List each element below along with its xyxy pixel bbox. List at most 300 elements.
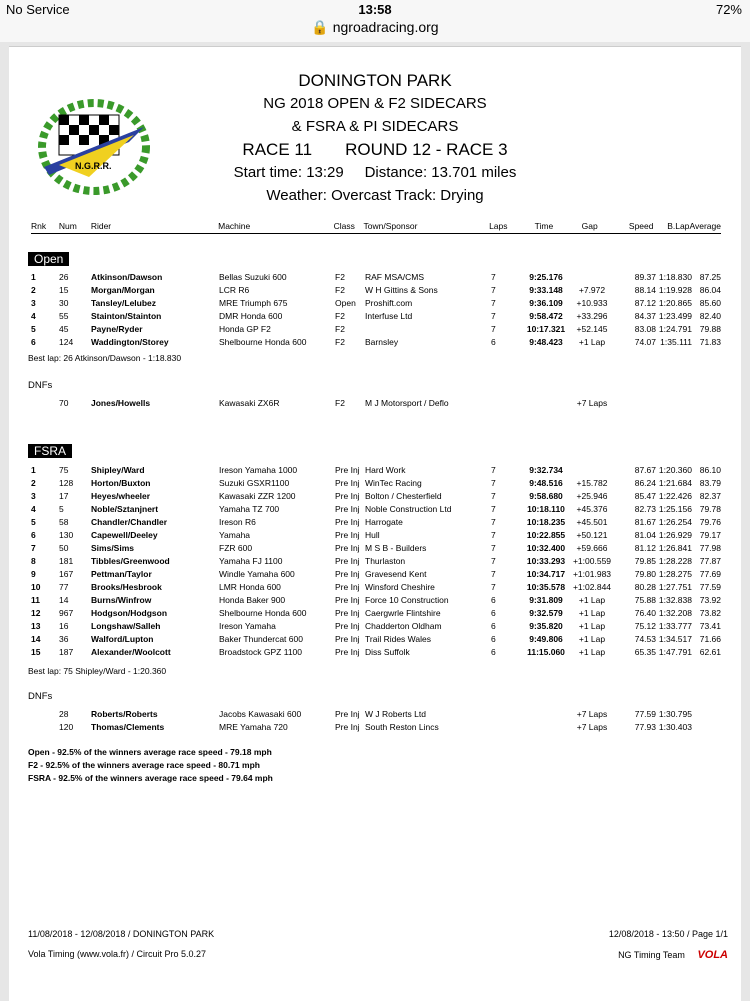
cell-blap: 1:27.751 [658,582,692,592]
open-dnf-label: DNFs [28,380,53,391]
carrier-label: No Service [6,2,70,17]
cell-gap: +1 Lap [578,337,606,347]
result-row [31,568,721,581]
note-f2: F2 - 92.5% of the winners average race speed - 80.71 mph [28,760,260,770]
cell-avg: 73.92 [699,595,721,605]
cell-time: 9:58.680 [529,491,563,501]
race-header [9,69,741,207]
result-row [31,516,721,529]
cell-rnk [31,708,59,721]
cell-gap: +1:01.983 [572,569,612,579]
cell-rider: Atkinson/Dawson [91,272,163,282]
col-header-machine: Machine [218,221,251,231]
cell-avg [692,708,721,721]
cell-rider: Roberts/Roberts [91,709,158,719]
cell-rider: Chandler/Chandler [91,517,168,527]
round-label: ROUND 12 - RACE 3 [345,140,508,159]
cell-num: 16 [59,621,69,631]
cell-avg: 71.83 [699,337,721,347]
cell-gap: +1 Lap [578,647,606,657]
fsra-best-lap: Best lap: 75 Shipley/Ward - 1:20.360 [28,666,167,676]
cell-num: 36 [59,634,69,644]
cell-town: M J Motorsport / Deflo [365,398,449,408]
cell-num: 5 [59,504,64,514]
cell-machine: Shelbourne Honda 600 [219,608,307,618]
cell-rider: Waddington/Storey [91,337,169,347]
cell-speed: 65.35 [634,647,656,657]
cell-num: 120 [59,722,74,732]
result-row [31,297,721,310]
cell-time: 10:18.110 [527,504,565,514]
cell-avg: 62.61 [699,647,721,657]
cell-rnk: 4 [31,311,36,321]
cell-class: Pre Inj [335,634,360,644]
cell-laps [491,397,526,410]
cell-laps: 7 [491,530,496,540]
cell-class: Pre Inj [335,608,360,618]
cell-speed: 84.37 [634,311,656,321]
cell-avg: 77.59 [699,582,721,592]
cell-blap: 1:25.156 [658,504,692,514]
col-header-blap: B.Lap [667,221,690,231]
cell-time: 10:22.855 [526,530,566,540]
col-header-class: Class [333,221,355,231]
cell-laps [491,708,526,721]
cell-machine: FZR 600 [219,543,253,553]
cell-rider: Tansley/Lelubez [91,298,157,308]
cell-rider: Thomas/Clements [91,722,165,732]
cell-town: Winsford Cheshire [365,582,435,592]
cell-town: Caergwrle Flintshire [365,608,441,618]
cell-laps: 6 [491,608,496,618]
cell-time: 10:35.578 [526,582,566,592]
distance: Distance: 13.701 miles [364,164,517,181]
cell-machine: DMR Honda 600 [219,311,283,321]
col-header-laps: Laps [489,221,508,231]
cell-time: 9:48.423 [529,337,563,347]
cell-avg: 77.87 [699,556,721,566]
cell-rider: Noble/Sztanjnert [91,504,159,514]
cell-rnk: 5 [31,324,36,334]
cell-avg: 73.82 [699,608,721,618]
note-open: Open - 92.5% of the winners average race speed - 79.18 mph [28,747,272,757]
footer-page: 12/08/2018 - 13:50 / Page 1/1 [608,929,728,939]
battery-label: 72% [715,2,742,17]
cell-town: Noble Construction Ltd [365,504,452,514]
footer-software: Vola Timing (www.vola.fr) / Circuit Pro 5.0.27 [28,949,207,959]
cell-town: Force 10 Construction [365,595,449,605]
cell-num: 45 [59,324,69,334]
cell-blap: 1:30.795 [658,709,692,719]
event-title-1: NG 2018 OPEN & F2 SIDECARS [263,95,487,112]
cell-rider: Horton/Buxton [91,478,151,488]
cell-rider: Brooks/Hesbrook [91,582,162,592]
cell-avg: 87.25 [699,272,721,282]
cell-speed: 75.12 [634,621,656,631]
cell-laps: 7 [491,543,496,553]
cell-num: 187 [59,647,74,657]
result-row [31,336,721,349]
cell-machine: Yamaha FJ 1100 [219,556,283,566]
cell-laps: 7 [491,285,496,295]
cell-speed: 82.73 [634,504,656,514]
result-row [31,594,721,607]
cell-laps: 6 [491,595,496,605]
cell-rnk: 3 [31,298,36,308]
result-row [31,464,721,477]
cell-rider: Walford/Lupton [91,634,154,644]
cell-time: 9:31.809 [529,595,563,605]
cell-gap: +10.933 [576,298,608,308]
cell-town: Barnsley [365,337,399,347]
logo-text: N.G.R.R. [75,161,112,171]
cell-rnk: 10 [31,582,41,592]
cell-rnk: 13 [31,621,41,631]
cell-rider: Payne/Ryder [91,324,143,334]
cell-speed: 76.40 [634,608,656,618]
cell-machine: MRE Triumph 675 [219,298,288,308]
cell-num: 14 [59,595,69,605]
cell-blap: 1:28.228 [658,556,692,566]
cell-laps: 6 [491,621,496,631]
col-header-town: Town/Sponsor [363,221,418,231]
cell-num: 50 [59,543,69,553]
cell-num: 70 [59,398,69,408]
cell-laps: 7 [491,324,496,334]
cell-speed: 80.28 [634,582,656,592]
open-dnf-table [31,397,721,410]
cell-speed: 81.04 [634,530,656,540]
cell-gap: +7 Laps [576,709,608,719]
cell-class: Pre Inj [335,621,360,631]
result-row [31,529,721,542]
cell-laps: 7 [491,478,496,488]
cell-laps: 6 [491,634,496,644]
cell-gap: +15.782 [576,478,608,488]
cell-town: Chadderton Oldham [365,621,442,631]
cell-gap: +7 Laps [576,722,608,732]
result-row [31,310,721,323]
cell-laps: 6 [491,647,496,657]
cell-rider: Sims/Sims [91,543,134,553]
cell-laps: 7 [491,491,496,501]
weather-line: Weather: Overcast Track: Drying [266,187,484,204]
col-header-num: Num [58,221,77,231]
cell-time: 9:33.148 [529,285,563,295]
cell-class: F2 [335,285,345,295]
cell-avg [692,397,721,410]
result-row [31,271,721,284]
cell-laps: 6 [491,337,496,347]
cell-blap: 1:18.830 [658,272,692,282]
cell-time: 9:48.516 [529,478,563,488]
cell-blap: 1:24.791 [658,324,692,334]
cell-rnk: 4 [31,504,36,514]
cell-town: Proshift.com [365,298,413,308]
cell-blap [656,397,692,410]
cell-blap: 1:21.684 [658,478,692,488]
cell-town: Hull [365,530,380,540]
cell-speed: 89.37 [634,272,656,282]
cell-rnk: 14 [31,634,41,644]
event-title-2: & FSRA & PI SIDECARS [291,118,459,135]
cell-town: M S B - Builders [365,543,427,553]
cell-gap: +45.501 [576,517,608,527]
cell-rider: Heyes/wheeler [91,491,151,501]
fsra-section-label: FSRA [28,444,72,458]
cell-num: 130 [59,530,74,540]
cell-rider: Shipley/Ward [91,465,145,475]
cell-class: Pre Inj [335,595,360,605]
cell-class: F2 [335,337,345,347]
cell-gap: +52.145 [576,324,608,334]
cell-machine: LMR Honda 600 [219,582,281,592]
cell-machine: Ireson Yamaha [219,621,276,631]
cell-speed: 79.80 [634,569,656,579]
cell-gap: +1:02.844 [572,582,612,592]
cell-machine: Broadstock GPZ 1100 [219,647,302,657]
cell-speed: 85.47 [634,491,656,501]
cell-blap: 1:20.360 [658,465,692,475]
cell-rnk: 5 [31,517,36,527]
cell-class: Pre Inj [335,543,360,553]
cell-rnk: 11 [31,595,40,605]
cell-class: Pre Inj [335,491,360,501]
cell-time [526,708,566,721]
cell-speed: 81.12 [634,543,656,553]
cell-rider: Capewell/Deeley [91,530,158,540]
cell-town: WinTec Racing [365,478,422,488]
cell-laps: 7 [491,298,496,308]
result-row [31,284,721,297]
result-row [31,477,721,490]
open-best-lap: Best lap: 26 Atkinson/Dawson - 1:18.830 [28,353,182,363]
dnf-row [31,397,721,410]
cell-blap: 1:32.208 [658,608,692,618]
cell-speed: 87.12 [634,298,656,308]
cell-laps: 7 [491,569,496,579]
cell-gap: +25.946 [576,491,608,501]
race-number: RACE 11 [242,140,313,159]
cell-rider: Tibbles/Greenwood [91,556,170,566]
cell-laps [491,721,526,734]
cell-num: 128 [59,478,74,488]
cell-time: 10:34.717 [526,569,566,579]
vola-logo: VOLA [697,949,728,961]
dnf-row [31,721,721,734]
cell-town: Diss Suffolk [365,647,410,657]
note-fsra: FSRA - 92.5% of the winners average race speed - 79.64 mph [28,773,273,783]
cell-gap: +50.121 [576,530,608,540]
cell-num: 75 [59,465,69,475]
cell-town: Hard Work [365,465,406,475]
cell-class: Pre Inj [335,709,360,719]
cell-gap: +1 Lap [578,621,606,631]
cell-machine: Kawasaki ZZR 1200 [219,491,296,501]
footer-date-venue: 11/08/2018 - 12/08/2018 / DONINGTON PARK [28,929,215,939]
cell-rnk [31,721,59,734]
cell-town: Gravesend Kent [365,569,427,579]
cell-rider: Longshaw/Salleh [91,621,161,631]
cell-gap: +7.972 [578,285,606,295]
cell-avg: 71.66 [699,634,721,644]
cell-gap: +1 Lap [578,634,606,644]
clock: 13:58 [358,2,392,17]
result-row [31,542,721,555]
footer-line-2 [28,949,728,959]
cell-rnk: 2 [31,478,36,488]
cell-avg [692,721,721,734]
cell-avg: 85.60 [699,298,721,308]
open-section-label: Open [28,252,69,266]
cell-machine: LCR R6 [219,285,250,295]
cell-laps: 7 [491,556,496,566]
cell-rider: Burns/Winfrow [91,595,152,605]
cell-machine: Honda Baker 900 [219,595,286,605]
address-bar[interactable] [0,20,750,42]
cell-blap: 1:32.838 [658,595,692,605]
cell-avg: 82.37 [699,491,721,501]
cell-class: Pre Inj [335,647,360,657]
cell-time: 9:58.472 [529,311,563,321]
cell-avg: 79.78 [699,504,721,514]
cell-rnk [31,397,59,410]
start-time: Start time: 13:29 [233,164,344,181]
cell-machine: Kawasaki ZX6R [219,398,280,408]
cell-rnk: 12 [31,608,41,618]
cell-rider: Pettman/Taylor [91,569,152,579]
cell-machine: Windle Yamaha 600 [219,569,295,579]
result-row [31,323,721,336]
cell-rider: Morgan/Morgan [91,285,155,295]
cell-blap: 1:22.426 [658,491,692,501]
cell-rnk: 7 [31,543,36,553]
cell-rider: Stainton/Stainton [91,311,162,321]
cell-time: 9:36.109 [529,298,563,308]
col-header-gap: Gap [581,221,598,231]
cell-class: Pre Inj [335,582,360,592]
cell-rider: Hodgson/Hodgson [91,608,168,618]
url-text: ngroadracing.org [332,19,439,35]
open-results-table [31,271,721,349]
cell-gap [566,271,618,284]
fsra-results-table [31,464,721,659]
venue-title: DONINGTON PARK [298,71,452,90]
cell-class: Pre Inj [335,504,360,514]
cell-town: Trail Rides Wales [365,634,431,644]
cell-num: 77 [59,582,69,592]
cell-gap: +1 Lap [578,595,606,605]
cell-town: W H Gittins & Sons [365,285,438,295]
results-sheet [9,46,741,1001]
cell-num: 967 [59,608,74,618]
result-row [31,633,721,646]
cell-blap: 1:47.791 [658,647,692,657]
col-header-avg: Average [689,221,721,231]
cell-town: Bolton / Chesterfield [365,491,442,501]
fsra-dnf-label: DNFs [28,691,53,702]
cell-num: 17 [59,491,69,501]
cell-town: Interfuse Ltd [365,311,413,321]
cell-blap: 1:26.841 [658,543,692,553]
cell-speed: 88.14 [634,285,656,295]
fsra-dnf-table [31,708,721,734]
cell-laps: 7 [491,582,496,592]
result-row [31,620,721,633]
start-distance-line [9,161,741,184]
cell-class: Pre Inj [335,722,360,732]
cell-time: 9:32.734 [529,465,563,475]
cell-rider: Jones/Howells [91,398,151,408]
cell-blap: 1:19.928 [658,285,692,295]
cell-time: 11:15.060 [527,647,565,657]
cell-rnk: 6 [31,337,36,347]
cell-machine: Baker Thundercat 600 [219,634,303,644]
cell-gap: +1:00.559 [572,556,612,566]
cell-class: F2 [335,324,345,334]
cell-num: 30 [59,298,69,308]
cell-laps: 7 [491,465,496,475]
cell-town: RAF MSA/CMS [365,272,425,282]
cell-avg: 77.98 [699,543,721,553]
cell-machine: Ireson R6 [219,517,256,527]
cell-avg: 77.69 [699,569,721,579]
col-header-rider: Rider [90,221,112,231]
cell-rnk: 2 [31,285,36,295]
cell-speed [618,397,656,410]
race-line [9,138,741,161]
result-row [31,503,721,516]
cell-blap: 1:23.499 [658,311,692,321]
cell-rnk: 1 [31,272,36,282]
cell-speed: 75.88 [634,595,656,605]
lock-icon: 🔒 [311,19,329,35]
cell-num: 28 [59,709,69,719]
result-row [31,490,721,503]
cell-blap: 1:34.517 [658,634,692,644]
cell-rnk: 8 [31,556,36,566]
cell-avg: 86.10 [699,465,721,475]
result-row [31,581,721,594]
cell-machine: Jacobs Kawasaki 600 [219,709,302,719]
cell-rnk: 1 [31,465,36,475]
cell-time: 10:32.400 [526,543,566,553]
cell-time [526,721,566,734]
cell-class: F2 [335,272,345,282]
result-row [31,555,721,568]
cell-blap: 1:33.777 [658,621,692,631]
cell-time: 10:33.293 [526,556,566,566]
cell-speed: 74.07 [634,337,656,347]
cell-speed: 77.59 [634,709,656,719]
cell-blap: 1:30.403 [658,722,692,732]
cell-blap: 1:35.111 [660,337,692,347]
cell-gap: +7 Laps [576,398,608,408]
cell-num: 15 [59,285,69,295]
cell-time: 9:25.176 [529,272,563,282]
status-bar [0,0,750,20]
cell-class: Pre Inj [335,530,360,540]
cell-time: 10:17.321 [526,324,566,334]
cell-speed: 77.93 [634,722,656,732]
cell-time [526,397,566,410]
cell-avg: 86.04 [699,285,721,295]
col-header-rnk: Rnk [31,221,47,231]
cell-class: Open [335,298,356,308]
cell-gap: +33.296 [576,311,608,321]
cell-town [365,323,491,336]
cell-time: 9:32.579 [529,608,563,618]
